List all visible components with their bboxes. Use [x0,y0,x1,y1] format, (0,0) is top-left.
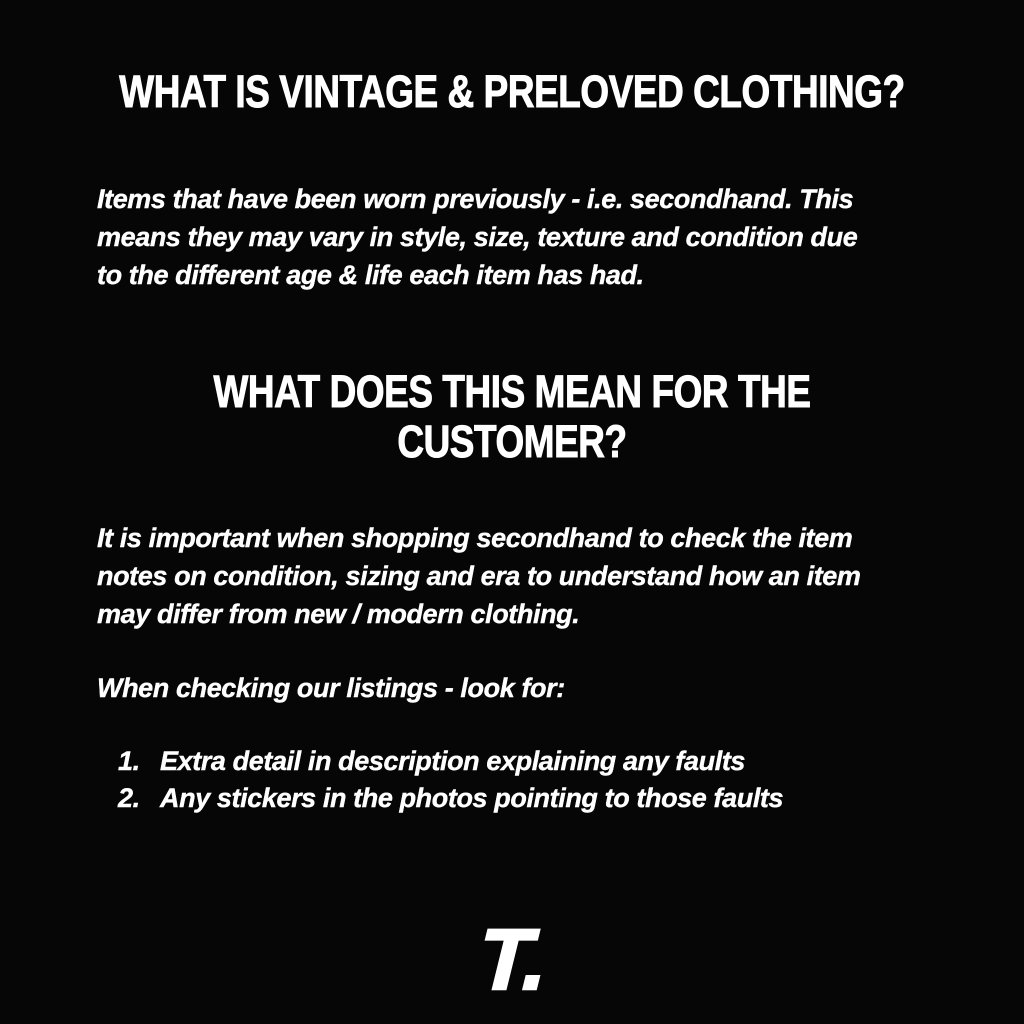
intro-paragraph-line: to the different age & life each item has had. [97,260,644,290]
checklist-item-number: 2. [118,783,140,813]
brand-logo [0,912,1024,1008]
checklist-item [118,780,783,817]
checklist-item-text: Extra detail in description explaining any faults [160,746,746,776]
section-heading [92,367,932,467]
intro-paragraph-line: Items that have been worn previously - i.e. secondhand. This [97,184,854,214]
section-paragraph-line: may differ from new / modern clothing. [97,599,580,629]
section-paragraph-line: notes on condition, sizing and era to understand how an item [97,561,861,591]
section-paragraph [97,519,861,633]
intro-paragraph [97,180,857,294]
checklist [118,743,783,817]
section-heading-line: WHAT DOES THIS MEAN FOR THE [213,366,811,417]
checklist-item-text: Any stickers in the photos pointing to those faults [160,783,784,813]
checklist-item [118,743,783,780]
brand-logo-t-icon: T. [476,912,548,1008]
section-heading-line: CUSTOMER? [397,416,627,467]
intro-paragraph-line: means they may vary in style, size, texture and condition due [97,222,858,252]
checklist-lead-in: When checking our listings - look for: [97,673,565,703]
section-paragraph-line: It is important when shopping secondhand to check the item [97,523,853,553]
page-title: WHAT IS VINTAGE & PRELOVED CLOTHING? [119,66,905,117]
checklist-item-number: 1. [118,746,140,776]
